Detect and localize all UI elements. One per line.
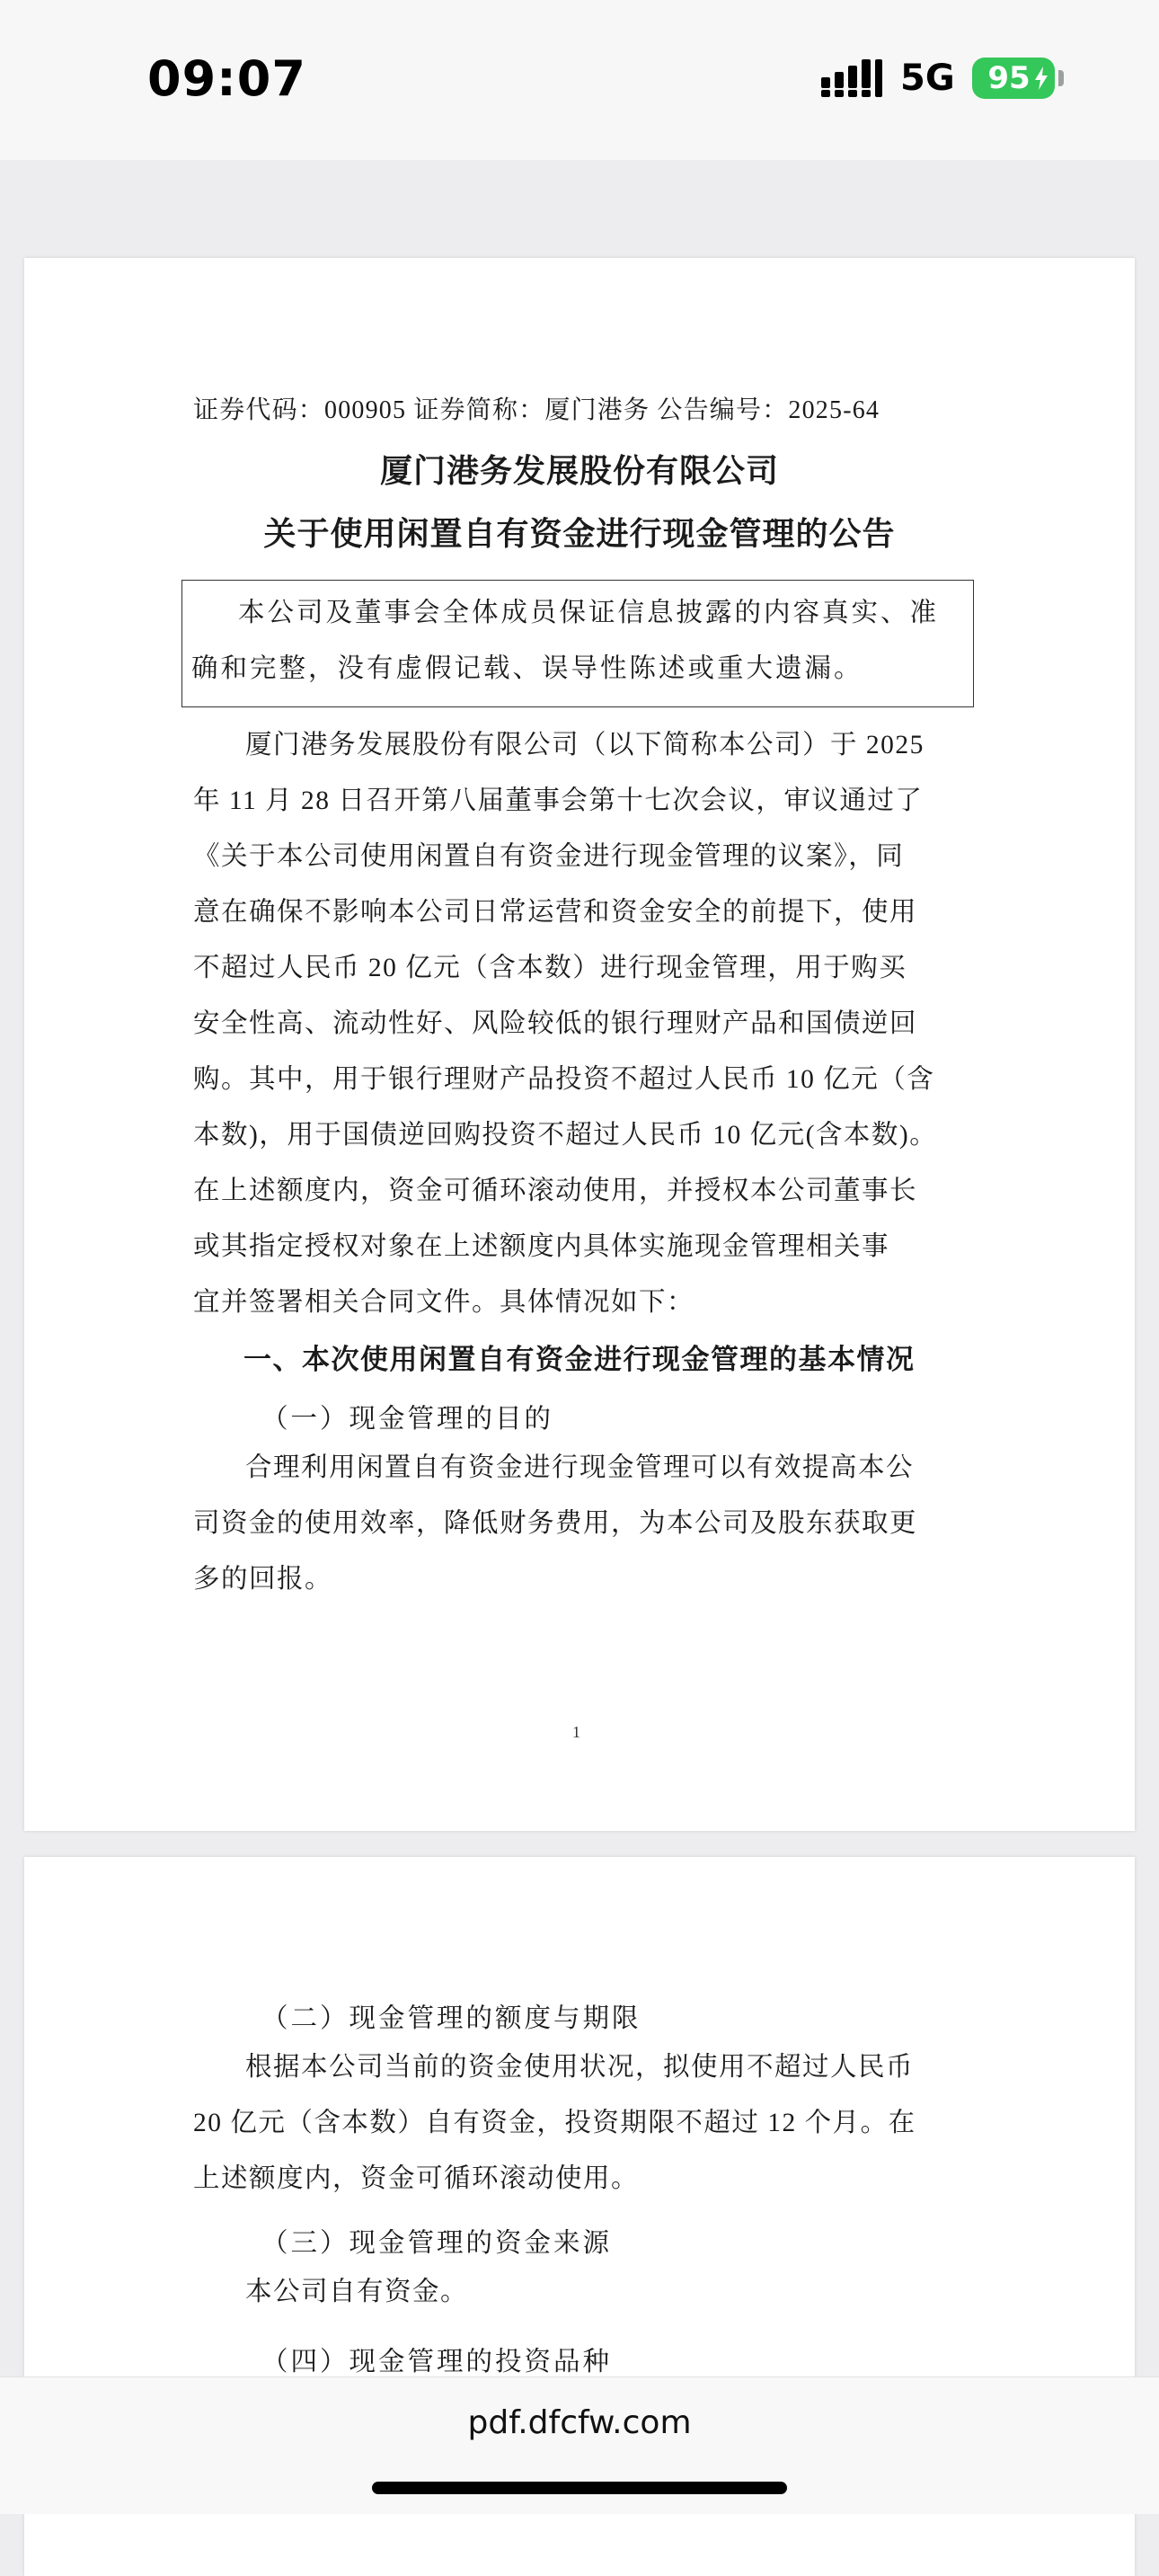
browser-address-bar[interactable] <box>0 2376 1159 2514</box>
company-name: 厦门港务发展股份有限公司 <box>379 453 779 489</box>
battery-level: 95 <box>987 60 1031 96</box>
section-heading: 一、本次使用闲置自有资金进行现金管理的基本情况 <box>243 1344 916 1375</box>
body-line: 上述额度内，资金可循环滚动使用。 <box>193 2164 640 2193</box>
body-line: 20 亿元（含本数）自有资金，投资期限不超过 12 个月。在 <box>193 2109 916 2137</box>
sub-heading: （三）现金管理的资金来源 <box>261 2229 613 2258</box>
sub-heading: （一）现金管理的目的 <box>261 1405 554 1434</box>
body-line: 厦门港务发展股份有限公司（以下简称本公司）于 2025 <box>245 731 925 759</box>
body-line: 意在确保不影响本公司日常运营和资金安全的前提下，使用 <box>193 898 918 927</box>
body-line: 司资金的使用效率，降低财务费用，为本公司及股东获取更 <box>193 1509 918 1538</box>
securities-info-line: 证券代码：000905 证券简称：厦门港务 公告编号：2025-64 <box>193 396 880 424</box>
body-line: 不超过人民币 20 亿元（含本数）进行现金管理，用于购买 <box>193 954 907 982</box>
body-line: 本数)，用于国债逆回购投资不超过人民币 10 亿元(含本数)。 <box>193 1121 938 1150</box>
body-line: 年 11 月 28 日召开第八届董事会第十七次会议，审议通过了 <box>193 786 924 815</box>
statement-line: 确和完整，没有虚假记载、误导性陈述或重大遗漏。 <box>191 654 863 683</box>
board-statement-box <box>181 580 974 707</box>
body-line: 根据本公司当前的资金使用状况，拟使用不超过人民币 <box>245 2053 915 2082</box>
statement-line: 本公司及董事会全体成员保证信息披露的内容真实、准 <box>238 599 940 627</box>
signal-bars-icon <box>821 58 884 99</box>
body-line: 或其指定授权对象在上述额度内具体实施现金管理相关事 <box>193 1232 890 1261</box>
sub-heading: （二）现金管理的额度与期限 <box>261 2004 641 2033</box>
body-line: 购。其中，用于银行理财产品投资不超过人民币 10 亿元（含 <box>193 1065 935 1094</box>
home-indicator[interactable] <box>372 2482 787 2494</box>
battery-cap <box>1058 70 1064 86</box>
body-line: 宜并签署相关合同文件。具体情况如下： <box>193 1288 695 1317</box>
body-line: 本公司自有资金。 <box>245 2278 469 2306</box>
page-number: 1 <box>572 1723 580 1741</box>
pdf-page-1[interactable] <box>24 258 1135 1831</box>
body-line: 《关于本公司使用闲置自有资金进行现金管理的议案》，同 <box>193 842 905 871</box>
body-line: 合理利用闲置自有资金进行现金管理可以有效提高本公 <box>245 1453 915 1482</box>
status-time: 09:07 <box>147 50 306 107</box>
url-label[interactable]: pdf.dfcfw.com <box>467 2404 692 2441</box>
body-line: 安全性高、流动性好、风险较低的银行理财产品和国债逆回 <box>193 1009 918 1038</box>
network-type-label: 5G <box>900 58 955 99</box>
battery-charging-icon <box>972 58 1055 99</box>
charging-bolt-icon <box>1035 67 1048 90</box>
body-line: 在上述额度内，资金可循环滚动使用，并授权本公司董事长 <box>193 1177 918 1205</box>
status-bar <box>0 0 1159 160</box>
sub-heading: （四）现金管理的投资品种 <box>261 2348 613 2376</box>
notice-title: 关于使用闲置自有资金进行现金管理的公告 <box>263 516 896 552</box>
body-line: 多的回报。 <box>193 1565 333 1594</box>
